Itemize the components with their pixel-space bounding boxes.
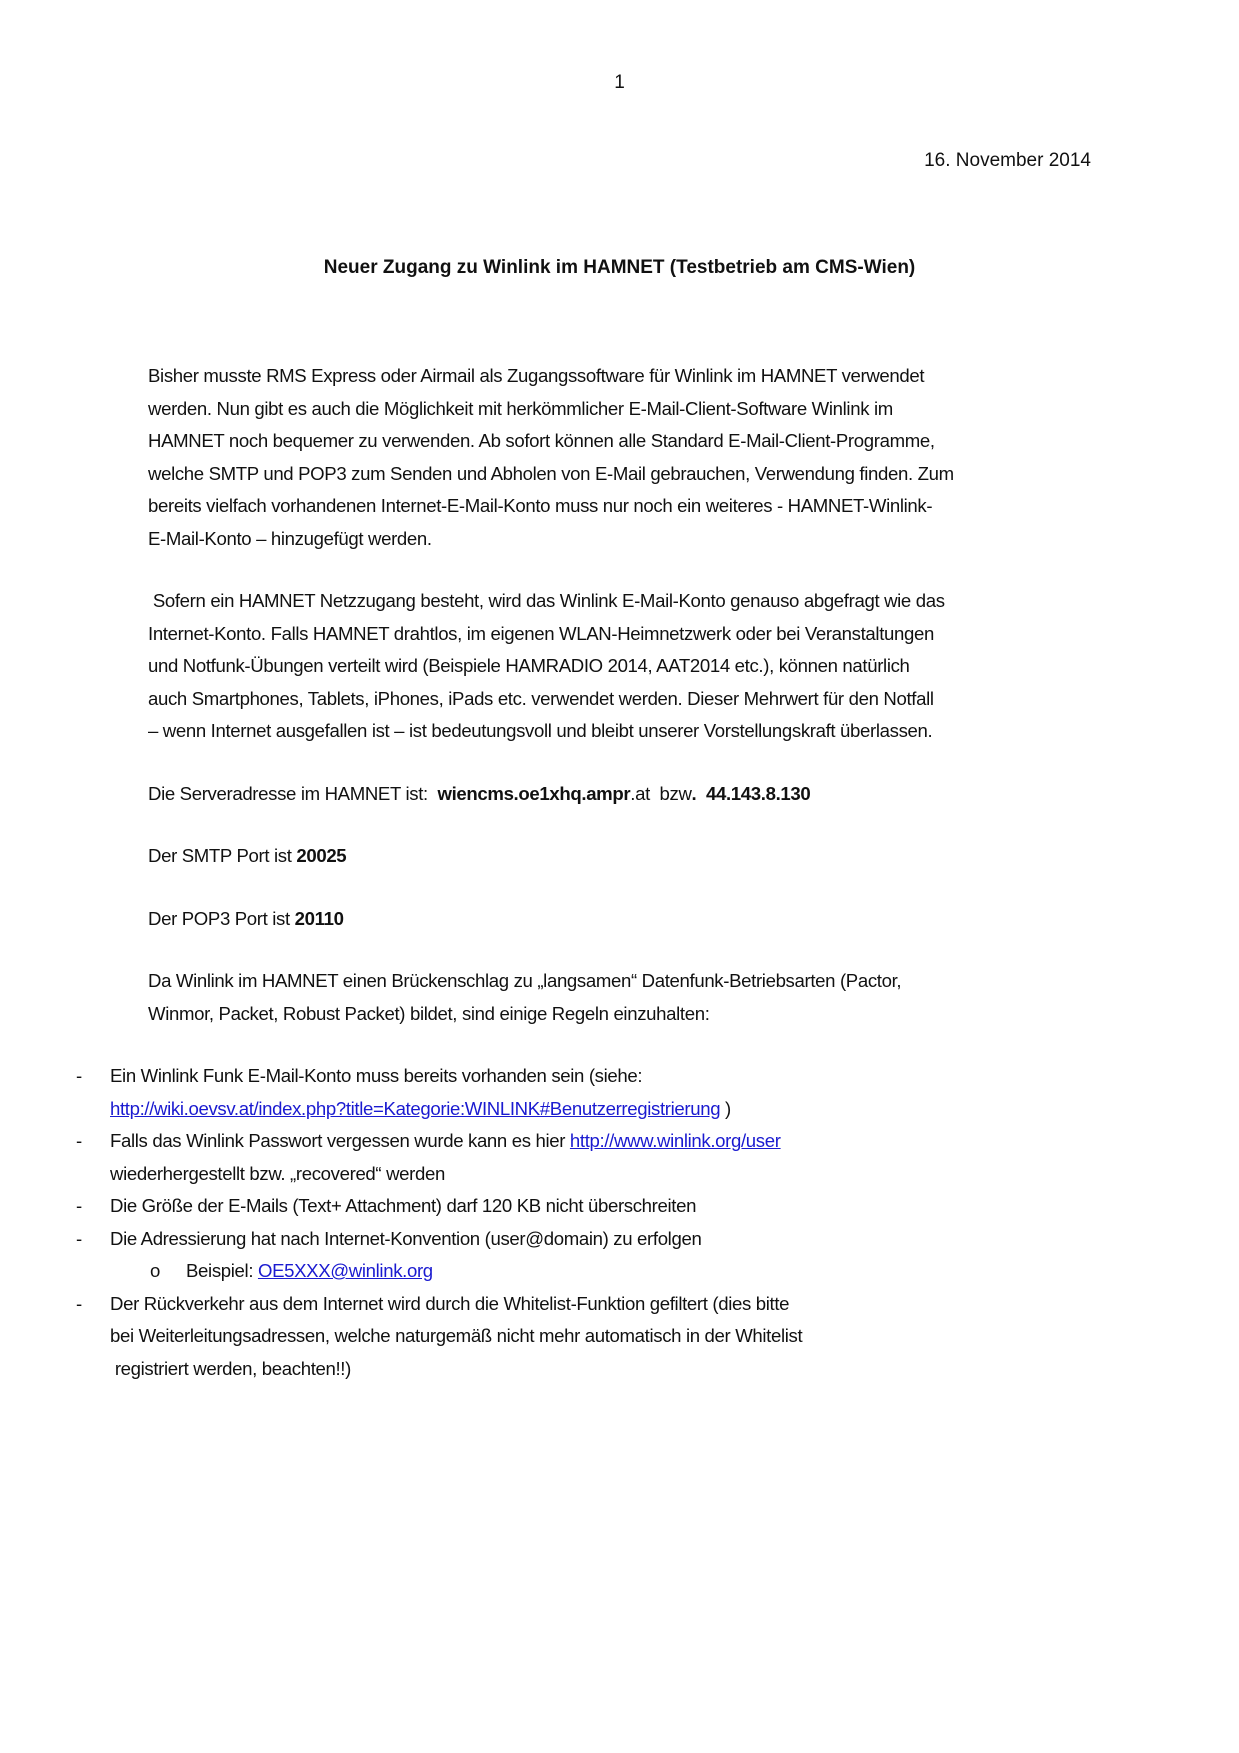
rule-item bbox=[0, 1288, 1093, 1386]
bullet-dash: - bbox=[76, 1292, 82, 1314]
smtp-port-value: 20025 bbox=[296, 845, 347, 866]
text-line: – wenn Internet ausgefallen ist – ist bedeutungsvoll und bleibt unserer Vorstellungskraft überlassen. bbox=[148, 720, 933, 741]
rules-list bbox=[0, 1060, 1093, 1385]
intro-paragraph bbox=[148, 360, 1093, 555]
rule-text: Die Größe der E-Mails (Text+ Attachment) darf 120 KB nicht überschreiten bbox=[110, 1195, 697, 1216]
rule-text: Die Adressierung hat nach Internet-Konvention (user@domain) zu erfolgen bbox=[110, 1227, 702, 1249]
server-host-suffix: .at bzw bbox=[630, 782, 692, 804]
rule-text: Ein Winlink Funk E-Mail-Konto muss bereits vorhanden sein (siehe: bbox=[110, 1065, 643, 1086]
text-line: Da Winlink im HAMNET einen Brückenschlag zu „langsamen“ Datenfunk-Betriebsarten (Pactor, bbox=[148, 970, 902, 991]
text-line: welche SMTP und POP3 zum Senden und Abholen von E-Mail gebrauchen, Verwendung finden. Zum bbox=[148, 462, 954, 484]
wiki-registration-link[interactable]: http://wiki.oevsv.at/index.php?title=Kategorie:WINLINK#Benutzerregistrierung bbox=[110, 1097, 721, 1119]
text-line: Winmor, Packet, Robust Packet) bildet, sind einige Regeln einzuhalten: bbox=[148, 1002, 710, 1024]
text-line: HAMNET noch bequemer zu verwenden. Ab sofort können alle Standard E-Mail-Client-Programme, bbox=[148, 430, 935, 451]
bullet-dash: - bbox=[76, 1195, 82, 1216]
example-email-link[interactable]: OE5XXX@winlink.org bbox=[257, 1260, 433, 1281]
bullet-circle: o bbox=[150, 1260, 160, 1281]
server-host: wiencms.oe1xhq.ampr bbox=[437, 782, 631, 804]
rule-text: Falls das Winlink Passwort vergessen wurde kann es hier bbox=[110, 1130, 570, 1151]
rules-intro-paragraph bbox=[148, 965, 1093, 1030]
pop3-label: Der POP3 Port ist bbox=[148, 907, 295, 929]
rule-item bbox=[0, 1223, 1093, 1256]
text-line: Bisher musste RMS Express oder Airmail als Zugangssoftware für Winlink im HAMNET verwendet bbox=[148, 365, 925, 386]
rule-text: registriert werden, beachten!!) bbox=[110, 1357, 351, 1379]
rule-item bbox=[0, 1125, 1093, 1190]
rule-text-suffix: ) bbox=[720, 1097, 731, 1119]
bullet-dash: - bbox=[76, 1065, 82, 1086]
text-line: E-Mail-Konto – hinzugefügt werden. bbox=[148, 527, 432, 549]
rule-text: Der Rückverkehr aus dem Internet wird durch die Whitelist-Funktion gefiltert (dies bitte bbox=[110, 1292, 790, 1314]
text-line: und Notfunk-Übungen verteilt wird (Beispiele HAMRADIO 2014, AAT2014 etc.), können natürlich bbox=[148, 655, 910, 676]
rule-sub-item bbox=[0, 1255, 1093, 1288]
page-number: 1 bbox=[614, 72, 625, 93]
document-title: Neuer Zugang zu Winlink im HAMNET (Testbetrieb am CMS-Wien) bbox=[323, 257, 916, 278]
bullet-dash: - bbox=[76, 1130, 82, 1151]
example-label: Beispiel: bbox=[186, 1260, 258, 1281]
text-line: werden. Nun gibt es auch die Möglichkeit mit herkömmlicher E-Mail-Client-Software Winlink im bbox=[148, 397, 893, 419]
smtp-port-line bbox=[148, 840, 1093, 873]
text-line: bereits vielfach vorhandenen Internet-E-Mail-Konto muss nur noch ein weiteres - HAMNET-Winlink- bbox=[148, 495, 933, 516]
rule-item bbox=[0, 1190, 1093, 1223]
rule-item bbox=[0, 1060, 1093, 1125]
smtp-label: Der SMTP Port ist bbox=[148, 845, 297, 866]
pop3-port-value: 20110 bbox=[294, 907, 344, 929]
text-line: Internet-Konto. Falls HAMNET drahtlos, im eigenen WLAN-Heimnetzwerk oder bei Veranstaltungen bbox=[148, 622, 934, 644]
access-paragraph bbox=[148, 585, 1093, 748]
server-label: Die Serveradresse im HAMNET ist: bbox=[148, 782, 438, 804]
bullet-dash: - bbox=[76, 1227, 82, 1249]
rule-text: wiederhergestellt bzw. „recovered“ werden bbox=[110, 1162, 445, 1184]
text-line: Sofern ein HAMNET Netzzugang besteht, wird das Winlink E-Mail-Konto genauso abgefragt wie das bbox=[148, 590, 945, 611]
server-address-line bbox=[148, 778, 1093, 811]
server-ip: . 44.143.8.130 bbox=[691, 782, 811, 804]
winlink-user-link[interactable]: http://www.winlink.org/user bbox=[569, 1130, 781, 1151]
pop3-port-line bbox=[148, 903, 1093, 936]
text-line: auch Smartphones, Tablets, iPhones, iPads etc. verwendet werden. Dieser Mehrwert für den Notfall bbox=[148, 687, 934, 709]
document-body bbox=[76, 360, 1093, 1385]
rule-text: bei Weiterleitungsadressen, welche naturgemäß nicht mehr automatisch in der Whitelist bbox=[110, 1325, 803, 1346]
document-date: 16. November 2014 bbox=[924, 150, 1091, 171]
